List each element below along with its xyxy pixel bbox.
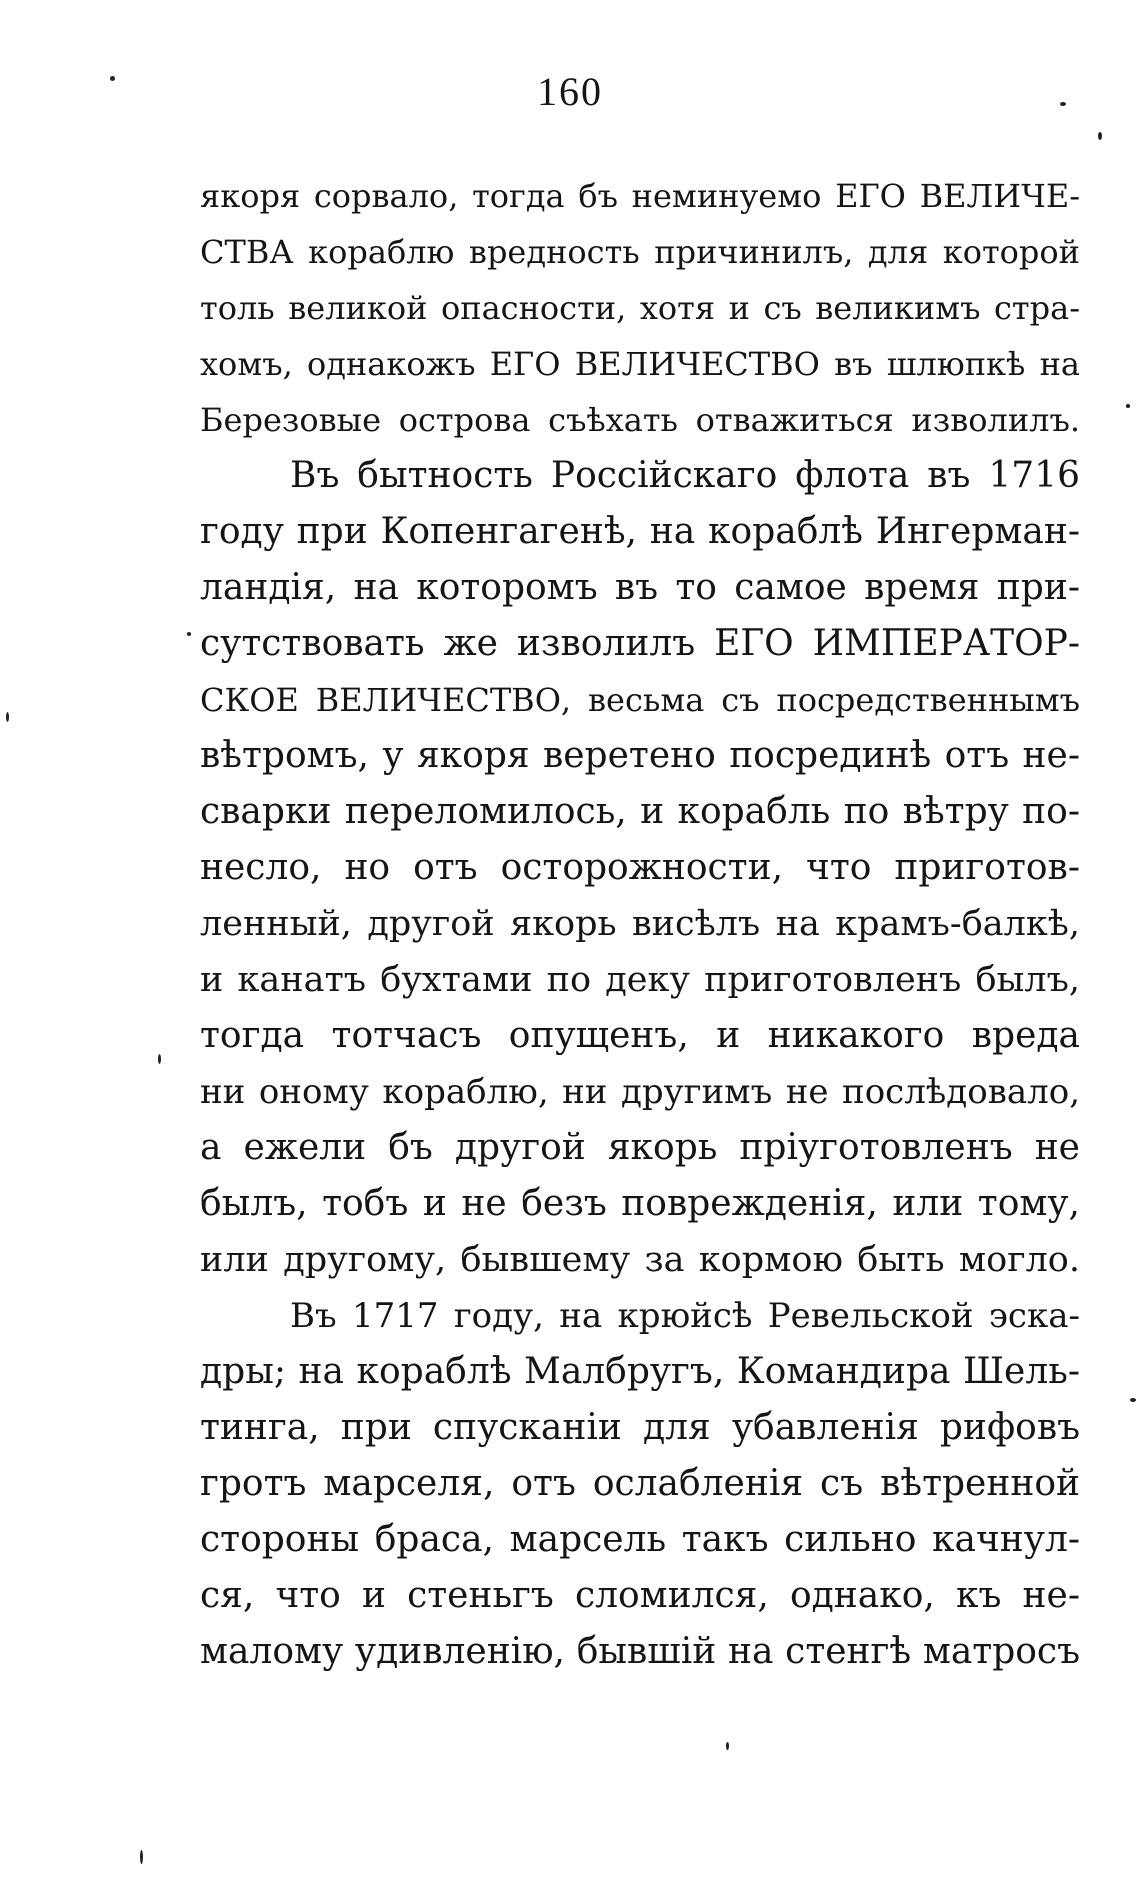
text-line: сутствовать же изволилъ ЕГО ИМПЕРАТОР- bbox=[200, 623, 1080, 664]
text-line: СКОЕ ВЕЛИЧЕСТВО, весьма съ посредственнымъ bbox=[200, 681, 1080, 719]
text-line: хомъ, однакожъ ЕГО ВЕЛИЧЕСТВО въ шлюпкѣ на bbox=[200, 345, 1080, 383]
text-line: тогда тотчасъ опущенъ, и никакого вреда bbox=[200, 1015, 1080, 1056]
print-speck bbox=[1126, 404, 1130, 408]
text-line: или другому, бывшему за кормою быть могло. bbox=[200, 1240, 1080, 1280]
print-speck bbox=[187, 632, 191, 636]
text-line: а ежели бъ другой якорь пріуготовленъ не bbox=[200, 1127, 1080, 1168]
text-line: сварки переломилось, и корабль по вѣтру по- bbox=[200, 791, 1080, 832]
text-line: ся, что и стеньгъ сломился, однако, къ не- bbox=[200, 1575, 1080, 1616]
text-line: дры; на кораблѣ Малбругъ, Командира Шель- bbox=[200, 1351, 1080, 1392]
text-line: стороны браса, марсель такъ сильно качнул- bbox=[200, 1519, 1080, 1560]
print-speck bbox=[158, 1054, 161, 1064]
text-line: былъ, тобъ и не безъ поврежденія, или тому, bbox=[200, 1183, 1080, 1224]
text-line: ландія, на которомъ въ то самое время при- bbox=[200, 567, 1080, 608]
text-line: ни оному кораблю, ни другимъ не послѣдовало, bbox=[200, 1072, 1080, 1112]
print-speck bbox=[1060, 102, 1066, 106]
text-line: малому удивленію, бывшій на стенгѣ матросъ bbox=[200, 1631, 1080, 1672]
text-line: Березовые острова съѣхать отважиться изволилъ. bbox=[200, 401, 1080, 439]
print-speck bbox=[1098, 132, 1102, 140]
print-speck bbox=[6, 712, 9, 722]
text-line: толь великой опасности, хотя и съ великимъ стра- bbox=[200, 289, 1080, 327]
print-speck bbox=[140, 1850, 143, 1864]
text-line: несло, но отъ осторожности, что приготов- bbox=[200, 847, 1080, 888]
text-line: Въ бытность Россійскаго флота въ 1716 bbox=[290, 455, 1080, 496]
text-line: ленный, другой якорь висѣлъ на крамъ-балкѣ, bbox=[200, 904, 1080, 944]
print-speck bbox=[110, 76, 115, 81]
text-line: Въ 1717 году, на крюйсѣ Ревельской эска- bbox=[290, 1296, 1080, 1336]
text-line: и канатъ бухтами по деку приготовленъ былъ, bbox=[200, 960, 1080, 1000]
text-line: году при Копенгагенѣ, на кораблѣ Ингерман- bbox=[200, 511, 1080, 552]
text-line: гротъ марселя, отъ ослабленія съ вѣтренной bbox=[200, 1463, 1080, 1504]
print-speck bbox=[726, 1742, 729, 1750]
body-text bbox=[200, 168, 1080, 1680]
text-line: тинга, при спусканіи для убавленія рифовъ bbox=[200, 1407, 1080, 1448]
text-line: СТВА кораблю вредность причинилъ, для которой bbox=[200, 233, 1080, 271]
page-number: 160 bbox=[537, 69, 603, 114]
print-speck bbox=[1130, 1398, 1136, 1402]
text-line: якоря сорвало, тогда бъ неминуемо ЕГО ВЕЛИЧЕ- bbox=[200, 177, 1080, 215]
text-line: вѣтромъ, у якоря веретено посрединѣ отъ не- bbox=[200, 735, 1080, 776]
